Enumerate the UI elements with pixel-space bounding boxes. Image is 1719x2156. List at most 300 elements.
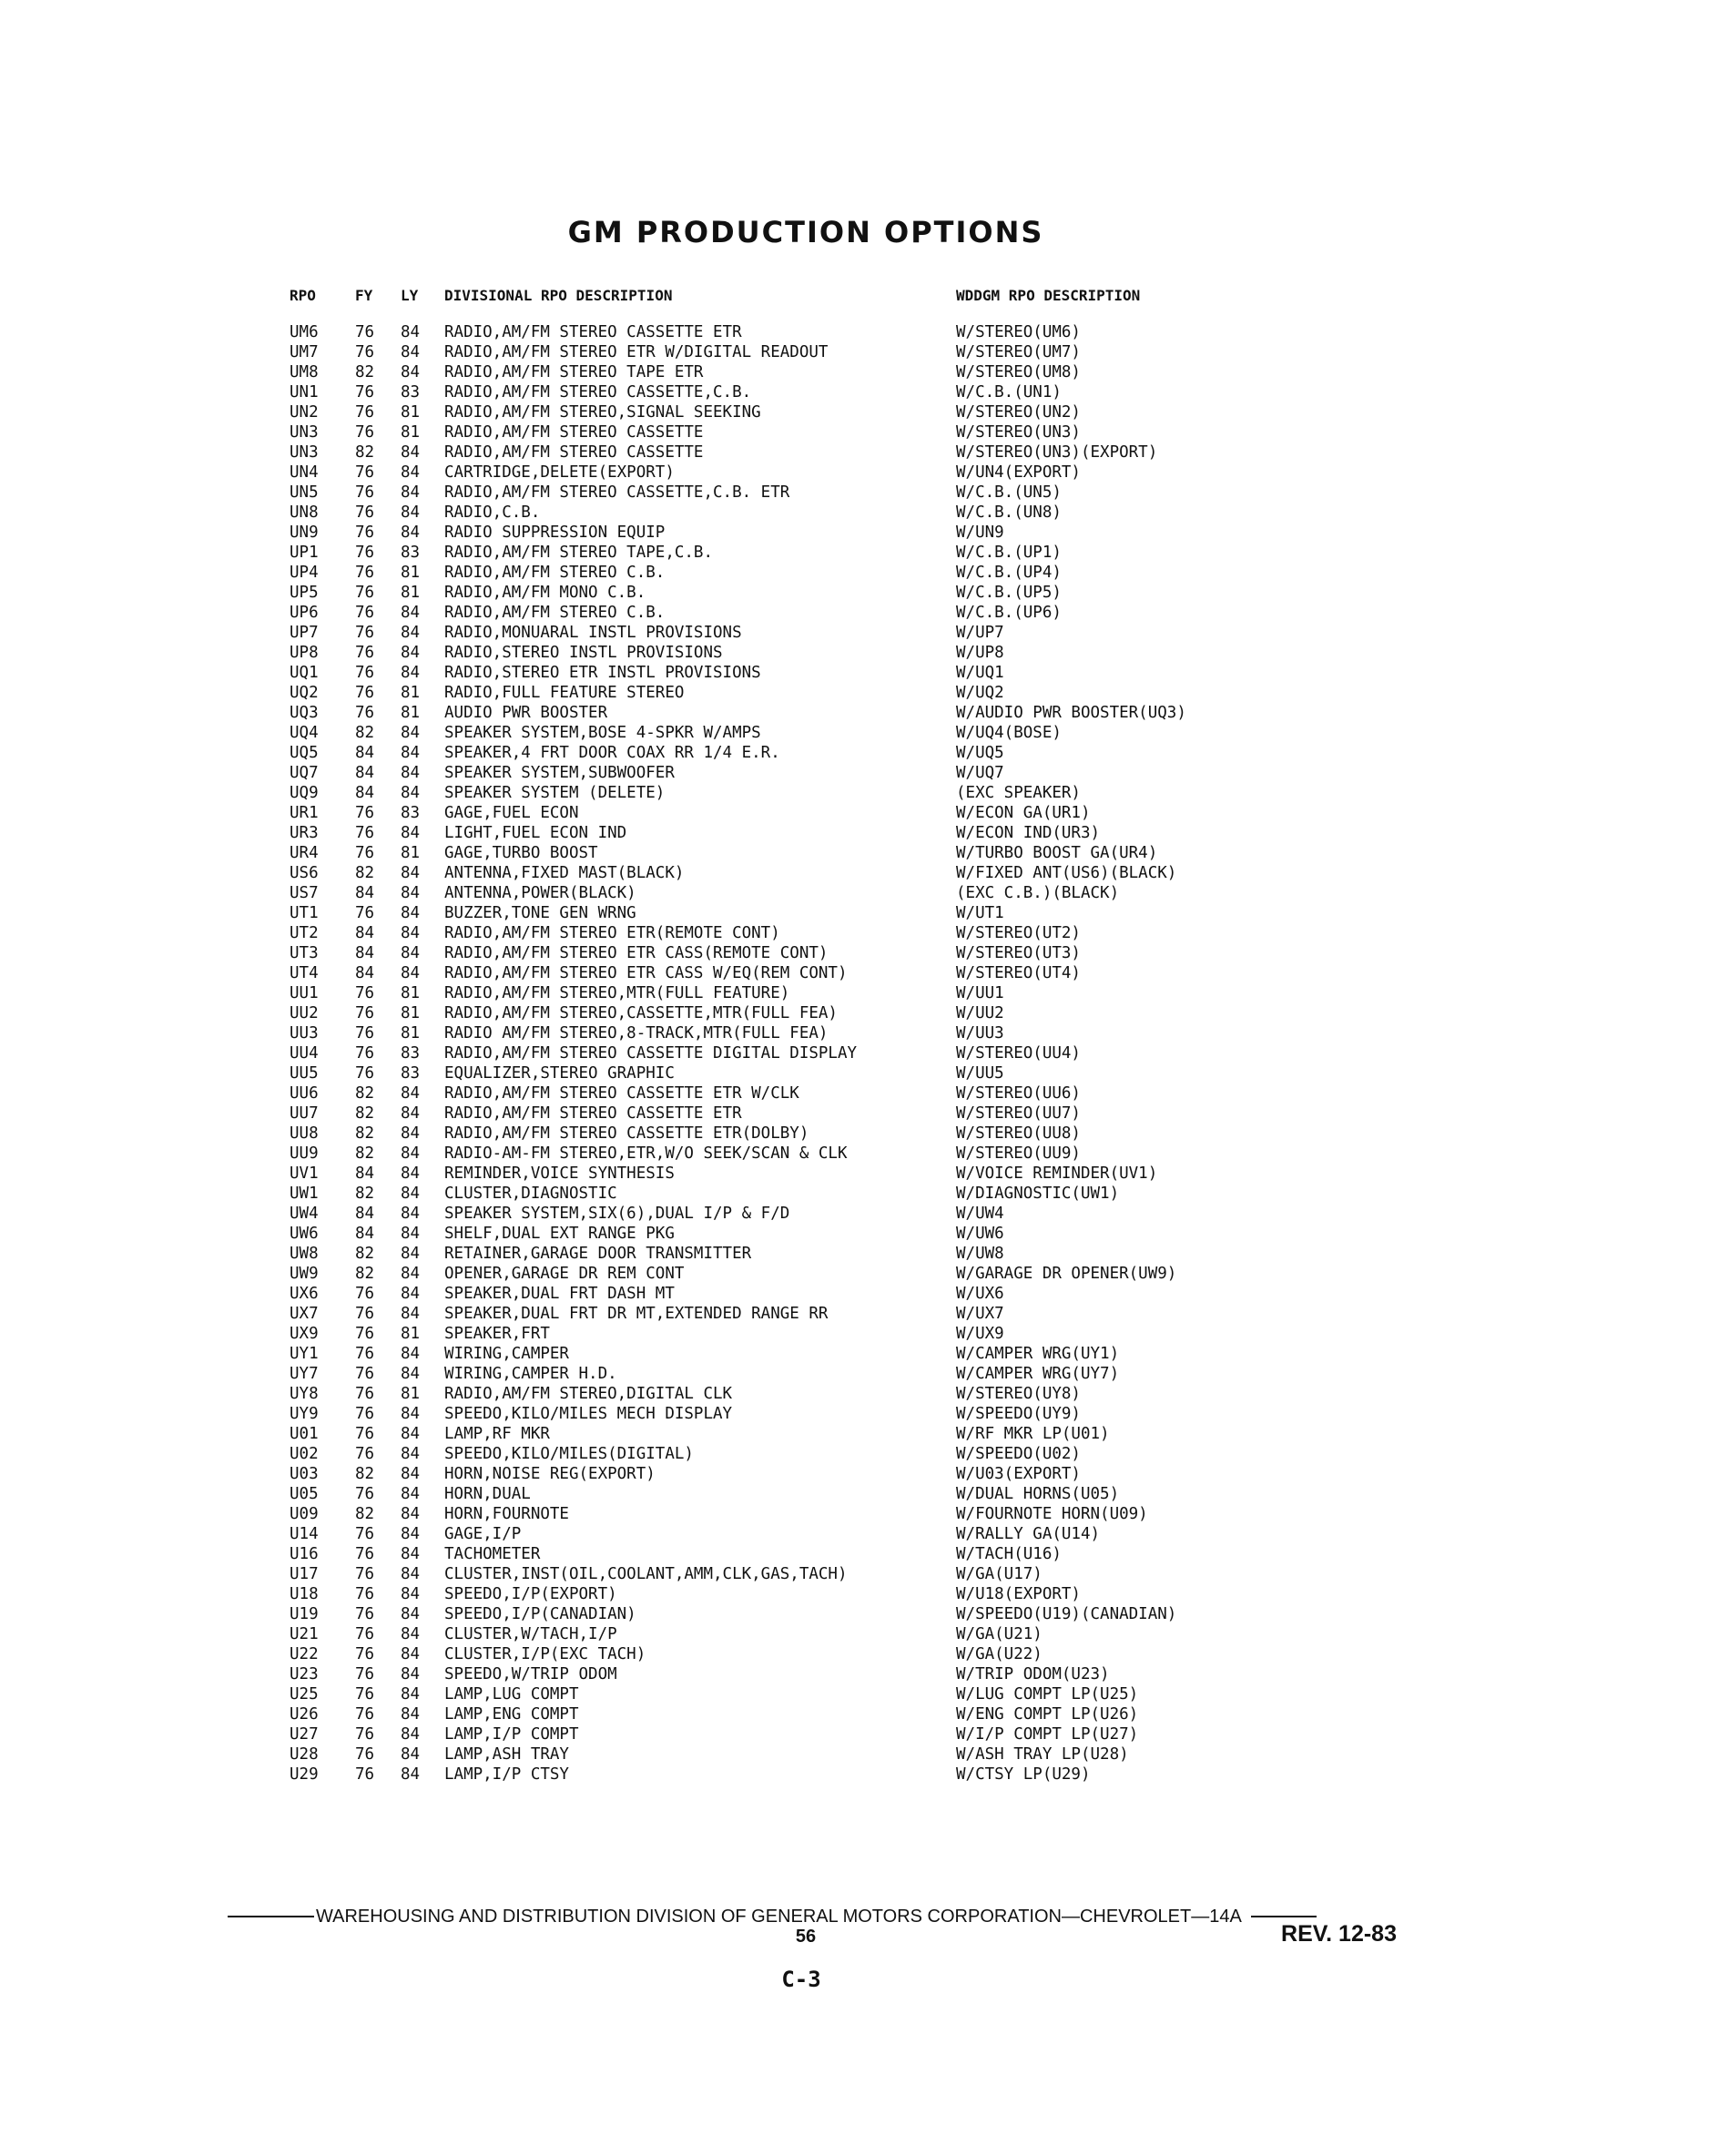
table-row <box>290 1704 1139 1724</box>
cell-fy: 76 <box>355 904 375 922</box>
cell-rpo: UM7 <box>290 343 319 361</box>
table-row <box>290 1023 1004 1043</box>
cell-rpo: UR3 <box>290 824 319 842</box>
table-row <box>290 382 1062 402</box>
cell-fy: 76 <box>355 383 375 402</box>
cell-divisional-description: SHELF,DUAL EXT RANGE PKG <box>444 1225 675 1243</box>
cell-divisional-description: LAMP,I/P COMPT <box>444 1725 579 1744</box>
cell-fy: 84 <box>355 884 375 902</box>
table-row <box>290 903 1004 923</box>
cell-rpo: UM8 <box>290 363 319 381</box>
cell-fy: 76 <box>355 1585 375 1603</box>
cell-wddgm-description: (EXC C.B.)(BLACK) <box>956 884 1120 902</box>
cell-ly: 84 <box>401 964 421 982</box>
table-row <box>290 1544 1062 1564</box>
table-row <box>290 523 1004 543</box>
cell-rpo: UW8 <box>290 1245 319 1263</box>
cell-wddgm-description: W/C.B.(UP6) <box>956 604 1062 622</box>
cell-fy: 76 <box>355 664 375 682</box>
cell-fy: 76 <box>355 1445 375 1463</box>
cell-divisional-description: SPEEDO,KILO/MILES(DIGITAL) <box>444 1445 694 1463</box>
table-row <box>290 1644 1043 1664</box>
cell-fy: 76 <box>355 984 375 1002</box>
cell-rpo: UQ2 <box>290 684 319 702</box>
cell-rpo: US7 <box>290 884 319 902</box>
cell-fy: 76 <box>355 1725 375 1744</box>
cell-wddgm-description: W/UQ4(BOSE) <box>956 724 1062 742</box>
cell-wddgm-description: W/FIXED ANT(US6)(BLACK) <box>956 864 1177 882</box>
cell-wddgm-description: W/UP8 <box>956 644 1004 662</box>
cell-wddgm-description: W/CTSY LP(U29) <box>956 1765 1091 1784</box>
cell-ly: 81 <box>401 564 421 582</box>
cell-ly: 84 <box>401 1285 421 1303</box>
cell-ly: 83 <box>401 804 421 822</box>
cell-ly: 84 <box>401 524 421 542</box>
table-row <box>290 483 1062 503</box>
cell-ly: 84 <box>401 1625 421 1643</box>
table-row <box>290 623 1004 643</box>
cell-ly: 84 <box>401 1265 421 1283</box>
cell-fy: 84 <box>355 784 375 802</box>
table-row <box>290 843 1158 863</box>
cell-wddgm-description: W/DIAGNOSTIC(UW1) <box>956 1185 1120 1203</box>
cell-divisional-description: GAGE,FUEL ECON <box>444 804 579 822</box>
table-row <box>290 362 1081 382</box>
cell-divisional-description: RADIO-AM-FM STEREO,ETR,W/O SEEK/SCAN & CLK <box>444 1144 848 1163</box>
cell-rpo: UU4 <box>290 1044 319 1063</box>
cell-wddgm-description: W/RALLY GA(U14) <box>956 1525 1101 1543</box>
cell-rpo: UN2 <box>290 403 319 422</box>
cell-wddgm-description: W/STEREO(UM8) <box>956 363 1081 381</box>
cell-ly: 84 <box>401 1585 421 1603</box>
cell-fy: 76 <box>355 1305 375 1323</box>
cell-fy: 84 <box>355 744 375 762</box>
table-row <box>290 643 1004 663</box>
cell-rpo: U17 <box>290 1565 319 1583</box>
cell-wddgm-description: W/UQ2 <box>956 684 1004 702</box>
cell-wddgm-description: W/STEREO(UT2) <box>956 924 1081 942</box>
cell-rpo: UU6 <box>290 1084 319 1103</box>
cell-ly: 84 <box>401 1485 421 1503</box>
cell-rpo: UP7 <box>290 624 319 642</box>
table-row <box>290 1744 1129 1764</box>
table-row <box>290 863 1177 883</box>
table-row <box>290 1764 1091 1785</box>
cell-ly: 84 <box>401 1185 421 1203</box>
cell-rpo: UU5 <box>290 1064 319 1083</box>
cell-fy: 76 <box>355 624 375 642</box>
cell-wddgm-description: (EXC SPEAKER) <box>956 784 1081 802</box>
cell-rpo: UP1 <box>290 544 319 562</box>
cell-ly: 81 <box>401 704 421 722</box>
cell-rpo: UP6 <box>290 604 319 622</box>
cell-rpo: UN8 <box>290 503 319 522</box>
cell-fy: 76 <box>355 1385 375 1403</box>
cell-wddgm-description: W/I/P COMPT LP(U27) <box>956 1725 1139 1744</box>
cell-ly: 84 <box>401 1445 421 1463</box>
cell-ly: 81 <box>401 844 421 862</box>
cell-divisional-description: SPEAKER,DUAL FRT DASH MT <box>444 1285 675 1303</box>
cell-rpo: U09 <box>290 1505 319 1523</box>
cell-fy: 82 <box>355 864 375 882</box>
cell-ly: 84 <box>401 1765 421 1784</box>
cell-wddgm-description: W/U03(EXPORT) <box>956 1465 1081 1483</box>
cell-divisional-description: AUDIO PWR BOOSTER <box>444 704 608 722</box>
table-row <box>290 1324 1004 1344</box>
cell-wddgm-description: W/STEREO(UT3) <box>956 944 1081 962</box>
table-row <box>290 1724 1139 1744</box>
cell-rpo: UN5 <box>290 483 319 502</box>
table-row <box>290 1103 1081 1124</box>
cell-fy: 76 <box>355 1665 375 1683</box>
cell-divisional-description: CLUSTER,DIAGNOSTIC <box>444 1185 617 1203</box>
cell-wddgm-description: W/FOURNOTE HORN(U09) <box>956 1505 1148 1523</box>
cell-fy: 82 <box>355 443 375 462</box>
cell-fy: 76 <box>355 584 375 602</box>
cell-divisional-description: RADIO,AM/FM STEREO ETR CASS W/EQ(REM CONT) <box>444 964 848 982</box>
table-row <box>290 1584 1081 1604</box>
cell-wddgm-description: W/C.B.(UP4) <box>956 564 1062 582</box>
cell-rpo: U28 <box>290 1745 319 1764</box>
table-row <box>290 1624 1043 1644</box>
cell-divisional-description: RADIO,AM/FM STEREO CASSETTE <box>444 443 704 462</box>
cell-divisional-description: RADIO SUPPRESSION EQUIP <box>444 524 666 542</box>
cell-rpo: UW6 <box>290 1225 319 1243</box>
table-row <box>290 422 1081 442</box>
cell-fy: 82 <box>355 1505 375 1523</box>
cell-wddgm-description: W/STEREO(UN3) <box>956 423 1081 442</box>
cell-fy: 76 <box>355 644 375 662</box>
cell-wddgm-description: W/ECON IND(UR3) <box>956 824 1101 842</box>
cell-rpo: US6 <box>290 864 319 882</box>
table-row <box>290 543 1062 563</box>
cell-fy: 76 <box>355 1405 375 1423</box>
cell-divisional-description: RADIO,AM/FM STEREO ETR W/DIGITAL READOUT <box>444 343 829 361</box>
cell-rpo: U01 <box>290 1425 319 1443</box>
footer-rule-left <box>228 1916 314 1917</box>
cell-fy: 84 <box>355 964 375 982</box>
cell-wddgm-description: W/SPEEDO(U02) <box>956 1445 1081 1463</box>
cell-fy: 76 <box>355 1645 375 1663</box>
cell-fy: 76 <box>355 1365 375 1383</box>
cell-rpo: UU3 <box>290 1024 319 1042</box>
cell-rpo: UX9 <box>290 1325 319 1343</box>
cell-fy: 76 <box>355 1024 375 1042</box>
cell-ly: 84 <box>401 1545 421 1563</box>
cell-rpo: U02 <box>290 1445 319 1463</box>
cell-rpo: UW4 <box>290 1205 319 1223</box>
cell-ly: 83 <box>401 1044 421 1063</box>
cell-divisional-description: RADIO,AM/FM STEREO CASSETTE ETR W/CLK <box>444 1084 799 1103</box>
cell-fy: 76 <box>355 1545 375 1563</box>
cell-rpo: UU8 <box>290 1124 319 1143</box>
cell-ly: 84 <box>401 1365 421 1383</box>
cell-fy: 76 <box>355 564 375 582</box>
cell-wddgm-description: W/ENG COMPT LP(U26) <box>956 1705 1139 1724</box>
cell-ly: 84 <box>401 1565 421 1583</box>
cell-ly: 84 <box>401 503 421 522</box>
cell-divisional-description: RADIO,AM/FM STEREO CASSETTE,C.B. <box>444 383 752 402</box>
table-row <box>290 1564 1043 1584</box>
cell-fy: 82 <box>355 1084 375 1103</box>
cell-rpo: UN3 <box>290 423 319 442</box>
cell-ly: 84 <box>401 824 421 842</box>
cell-wddgm-description: W/VOICE REMINDER(UV1) <box>956 1164 1158 1183</box>
cell-wddgm-description: W/UT1 <box>956 904 1004 922</box>
cell-ly: 84 <box>401 1124 421 1143</box>
cell-ly: 84 <box>401 1605 421 1623</box>
table-row <box>290 823 1101 843</box>
cell-rpo: UX6 <box>290 1285 319 1303</box>
cell-divisional-description: CLUSTER,W/TACH,I/P <box>444 1625 617 1643</box>
cell-divisional-description: SPEEDO,KILO/MILES MECH DISPLAY <box>444 1405 733 1423</box>
cell-wddgm-description: W/STEREO(UY8) <box>956 1385 1081 1403</box>
cell-divisional-description: BUZZER,TONE GEN WRNG <box>444 904 636 922</box>
cell-fy: 76 <box>355 323 375 341</box>
cell-fy: 76 <box>355 1345 375 1363</box>
table-row <box>290 402 1081 422</box>
cell-fy: 76 <box>355 1565 375 1583</box>
cell-wddgm-description: W/C.B.(UP5) <box>956 584 1062 602</box>
cell-rpo: UN3 <box>290 443 319 462</box>
cell-rpo: UM6 <box>290 323 319 341</box>
cell-divisional-description: RADIO,AM/FM STEREO,CASSETTE,MTR(FULL FEA) <box>444 1004 838 1022</box>
cell-divisional-description: TACHOMETER <box>444 1545 541 1563</box>
table-row <box>290 1043 1081 1063</box>
cell-wddgm-description: W/UX7 <box>956 1305 1004 1323</box>
cell-rpo: UY7 <box>290 1365 319 1383</box>
cell-fy: 76 <box>355 1745 375 1764</box>
cell-wddgm-description: W/GARAGE DR OPENER(UW9) <box>956 1265 1177 1283</box>
cell-wddgm-description: W/STEREO(UU9) <box>956 1144 1081 1163</box>
cell-fy: 76 <box>355 704 375 722</box>
header-ly: LY <box>401 287 419 304</box>
table-row <box>290 1224 1004 1244</box>
cell-divisional-description: RADIO,AM/FM STEREO,MTR(FULL FEATURE) <box>444 984 790 1002</box>
cell-ly: 81 <box>401 684 421 702</box>
cell-ly: 81 <box>401 1004 421 1022</box>
cell-divisional-description: RADIO,AM/FM MONO C.B. <box>444 584 646 602</box>
cell-fy: 76 <box>355 1325 375 1343</box>
cell-fy: 84 <box>355 944 375 962</box>
cell-wddgm-description: W/UW4 <box>956 1205 1004 1223</box>
cell-ly: 84 <box>401 1245 421 1263</box>
cell-divisional-description: RADIO,AM/FM STEREO CASSETTE <box>444 423 704 442</box>
cell-divisional-description: CLUSTER,INST(OIL,COOLANT,AMM,CLK,GAS,TACH) <box>444 1565 848 1583</box>
cell-rpo: UU2 <box>290 1004 319 1022</box>
cell-fy: 76 <box>355 524 375 542</box>
cell-fy: 84 <box>355 1205 375 1223</box>
cell-fy: 76 <box>355 343 375 361</box>
cell-wddgm-description: W/UQ5 <box>956 744 1004 762</box>
cell-fy: 76 <box>355 844 375 862</box>
cell-fy: 82 <box>355 1144 375 1163</box>
cell-wddgm-description: W/TURBO BOOST GA(UR4) <box>956 844 1158 862</box>
cell-rpo: UQ9 <box>290 784 319 802</box>
cell-fy: 84 <box>355 764 375 782</box>
cell-divisional-description: RADIO,AM/FM STEREO TAPE,C.B. <box>444 544 714 562</box>
table-row <box>290 1264 1177 1284</box>
cell-ly: 84 <box>401 1465 421 1483</box>
cell-rpo: U03 <box>290 1465 319 1483</box>
cell-divisional-description: RADIO,MONUARAL INSTL PROVISIONS <box>444 624 742 642</box>
table-row <box>290 743 1004 763</box>
cell-rpo: UY1 <box>290 1345 319 1363</box>
cell-ly: 84 <box>401 624 421 642</box>
cell-ly: 84 <box>401 644 421 662</box>
table-row <box>290 963 1081 983</box>
table-row <box>290 1504 1148 1524</box>
cell-rpo: U05 <box>290 1485 319 1503</box>
cell-divisional-description: GAGE,I/P <box>444 1525 522 1543</box>
cell-wddgm-description: W/UU5 <box>956 1064 1004 1083</box>
cell-ly: 84 <box>401 1225 421 1243</box>
cell-divisional-description: RADIO,AM/FM STEREO C.B. <box>444 604 666 622</box>
cell-ly: 84 <box>401 904 421 922</box>
table-row <box>290 1384 1081 1404</box>
cell-fy: 76 <box>355 1064 375 1083</box>
cell-ly: 84 <box>401 764 421 782</box>
cell-wddgm-description: W/STEREO(UN2) <box>956 403 1081 422</box>
cell-rpo: UT1 <box>290 904 319 922</box>
cell-ly: 81 <box>401 423 421 442</box>
cell-rpo: UU9 <box>290 1144 319 1163</box>
cell-rpo: UT3 <box>290 944 319 962</box>
cell-fy: 76 <box>355 544 375 562</box>
cell-fy: 76 <box>355 423 375 442</box>
table-row <box>290 1404 1081 1424</box>
cell-rpo: UQ3 <box>290 704 319 722</box>
cell-rpo: UQ1 <box>290 664 319 682</box>
cell-ly: 81 <box>401 403 421 422</box>
cell-wddgm-description: W/UP7 <box>956 624 1004 642</box>
cell-ly: 84 <box>401 744 421 762</box>
cell-ly: 83 <box>401 1064 421 1083</box>
cell-divisional-description: RADIO,AM/FM STEREO CASSETTE ETR <box>444 1104 742 1123</box>
cell-wddgm-description: W/UQ1 <box>956 664 1004 682</box>
cell-wddgm-description: W/LUG COMPT LP(U25) <box>956 1685 1139 1703</box>
cell-rpo: UQ5 <box>290 744 319 762</box>
cell-rpo: UY9 <box>290 1405 319 1423</box>
cell-divisional-description: LAMP,I/P CTSY <box>444 1765 569 1784</box>
cell-wddgm-description: W/STEREO(UU8) <box>956 1124 1081 1143</box>
cell-divisional-description: SPEAKER,4 FRT DOOR COAX RR 1/4 E.R. <box>444 744 780 762</box>
cell-divisional-description: RADIO,STEREO INSTL PROVISIONS <box>444 644 723 662</box>
cell-ly: 84 <box>401 1104 421 1123</box>
header-divisional-description: DIVISIONAL RPO DESCRIPTION <box>444 287 673 304</box>
cell-wddgm-description: W/CAMPER WRG(UY7) <box>956 1365 1120 1383</box>
cell-divisional-description: SPEAKER SYSTEM,BOSE 4-SPKR W/AMPS <box>444 724 761 742</box>
cell-fy: 76 <box>355 824 375 842</box>
cell-ly: 84 <box>401 724 421 742</box>
table-row <box>290 1244 1004 1264</box>
cell-divisional-description: RADIO AM/FM STEREO,8-TRACK,MTR(FULL FEA) <box>444 1024 829 1042</box>
cell-fy: 76 <box>355 1285 375 1303</box>
cell-rpo: U22 <box>290 1645 319 1663</box>
cell-rpo: UW1 <box>290 1185 319 1203</box>
cell-wddgm-description: W/RF MKR LP(U01) <box>956 1425 1110 1443</box>
cell-wddgm-description: W/ASH TRAY LP(U28) <box>956 1745 1129 1764</box>
cell-rpo: U25 <box>290 1685 319 1703</box>
cell-ly: 84 <box>401 1084 421 1103</box>
table-row <box>290 1484 1120 1504</box>
cell-ly: 81 <box>401 1024 421 1042</box>
cell-fy: 82 <box>355 363 375 381</box>
cell-ly: 84 <box>401 1144 421 1163</box>
table-row <box>290 1524 1101 1544</box>
cell-rpo: UN4 <box>290 463 319 482</box>
cell-fy: 76 <box>355 1044 375 1063</box>
table-row <box>290 1344 1120 1364</box>
cell-divisional-description: RETAINER,GARAGE DOOR TRANSMITTER <box>444 1245 752 1263</box>
revision-label: REV. 12-83 <box>1281 1921 1397 1947</box>
cell-wddgm-description: W/STEREO(UU7) <box>956 1104 1081 1123</box>
cell-divisional-description: RADIO,AM/FM STEREO,SIGNAL SEEKING <box>444 403 761 422</box>
cell-ly: 84 <box>401 1205 421 1223</box>
cell-divisional-description: SPEEDO,I/P(CANADIAN) <box>444 1605 636 1623</box>
cell-ly: 83 <box>401 383 421 402</box>
cell-wddgm-description: W/ECON GA(UR1) <box>956 804 1091 822</box>
cell-divisional-description: SPEAKER SYSTEM,SUBWOOFER <box>444 764 675 782</box>
cell-wddgm-description: W/GA(U17) <box>956 1565 1043 1583</box>
cell-wddgm-description: W/GA(U22) <box>956 1645 1043 1663</box>
cell-wddgm-description: W/AUDIO PWR BOOSTER(UQ3) <box>956 704 1186 722</box>
table-row <box>290 463 1081 483</box>
cell-divisional-description: SPEAKER SYSTEM (DELETE) <box>444 784 666 802</box>
cell-wddgm-description: W/STEREO(UT4) <box>956 964 1081 982</box>
cell-divisional-description: LAMP,ASH TRAY <box>444 1745 569 1764</box>
table-row <box>290 1604 1177 1624</box>
cell-wddgm-description: W/UU1 <box>956 984 1004 1002</box>
cell-divisional-description: RADIO,FULL FEATURE STEREO <box>444 684 685 702</box>
cell-wddgm-description: W/STEREO(UM7) <box>956 343 1081 361</box>
cell-rpo: U27 <box>290 1725 319 1744</box>
cell-wddgm-description: W/SPEEDO(UY9) <box>956 1405 1081 1423</box>
cell-ly: 81 <box>401 984 421 1002</box>
cell-ly: 84 <box>401 784 421 802</box>
table-row <box>290 603 1062 623</box>
cell-ly: 84 <box>401 323 421 341</box>
cell-ly: 84 <box>401 1745 421 1764</box>
cell-wddgm-description: W/C.B.(UN8) <box>956 503 1062 522</box>
cell-rpo: UY8 <box>290 1385 319 1403</box>
cell-divisional-description: LAMP,ENG COMPT <box>444 1705 579 1724</box>
cell-fy: 82 <box>355 1185 375 1203</box>
cell-ly: 84 <box>401 1164 421 1183</box>
table-row <box>290 1124 1081 1144</box>
table-row <box>290 1164 1158 1184</box>
cell-ly: 84 <box>401 1305 421 1323</box>
cell-divisional-description: RADIO,C.B. <box>444 503 541 522</box>
table-row <box>290 723 1062 743</box>
table-row <box>290 1464 1081 1484</box>
table-row <box>290 563 1062 583</box>
cell-rpo: U18 <box>290 1585 319 1603</box>
cell-ly: 84 <box>401 1685 421 1703</box>
cell-ly: 84 <box>401 1705 421 1724</box>
cell-divisional-description: CLUSTER,I/P(EXC TACH) <box>444 1645 646 1663</box>
cell-fy: 84 <box>355 1164 375 1183</box>
cell-fy: 76 <box>355 483 375 502</box>
cell-divisional-description: LAMP,LUG COMPT <box>444 1685 579 1703</box>
cell-rpo: UR4 <box>290 844 319 862</box>
cell-fy: 76 <box>355 403 375 422</box>
cell-ly: 84 <box>401 1345 421 1363</box>
table-row <box>290 1083 1081 1103</box>
cell-wddgm-description: W/TRIP ODOM(U23) <box>956 1665 1110 1683</box>
footer-rule-right <box>1251 1916 1317 1917</box>
table-row <box>290 923 1081 943</box>
